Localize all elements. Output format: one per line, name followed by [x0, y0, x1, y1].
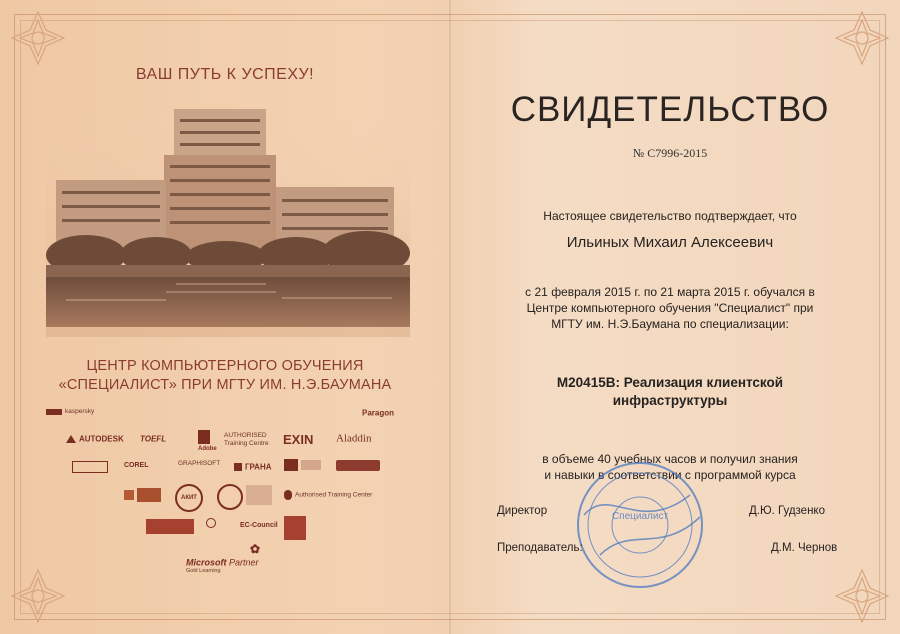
course-title: M20415B: Реализация клиентской инфраструктуры [556, 375, 784, 408]
logo-ec-council: EC-Council [240, 522, 278, 529]
center-name-line-2: «СПЕЦИАЛИСТ» ПРИ МГТУ ИМ. Н.Э.БАУМАНА [58, 377, 392, 393]
teacher-name: Д.М. Чернов [771, 542, 838, 554]
center-name-line-1: ЦЕНТР КОМПЬЮТЕРНОГО ОБУЧЕНИЯ [86, 358, 364, 374]
study-period: с 21 февраля 2015 г. по 21 марта 2015 г. обучался в Центре компьютерного обучения "Специалист" при МГТУ им. Н.Э.Баумана по специализации: [525, 285, 815, 331]
slogan: ВАШ ПУТЬ К УСПЕХУ! [135, 66, 315, 83]
student-full-name: Ильиных Михаил Алексеевич [566, 234, 774, 251]
logo-autodesk: AUTODESK [66, 434, 124, 443]
corner-ornament-bottom-left [8, 566, 68, 626]
logo-google [246, 485, 275, 505]
logo-apple-atc: Authorised Training Center [284, 490, 372, 500]
certificate-number: № С7996-2015 [632, 146, 708, 160]
logo-kaspersky: kaspersky [46, 408, 94, 415]
director-name: Д.Ю. Гудзенко [749, 505, 825, 517]
logo-aladdin: Aladdin [336, 432, 372, 445]
official-stamp [570, 455, 710, 595]
teacher-label: Преподаватель: [497, 542, 583, 554]
logo-adobe: Adobe [198, 430, 213, 444]
logo-akit: АКИТ [175, 484, 206, 512]
logo-orange-box [124, 488, 164, 502]
confirmation-text: Настоящее свидетельство подтверждает, что [543, 209, 797, 223]
training-center-name [40, 357, 410, 395]
logo-toefl: TOEFL [140, 434, 167, 444]
logo-pmi [284, 459, 324, 471]
stamp-text: Специалист [611, 511, 669, 522]
logo-corel: COREL [124, 462, 149, 469]
certificate-title: СВИДЕТЕЛЬСТВО [510, 90, 830, 129]
university-building-photo [46, 105, 410, 337]
logo-star: ✿ [250, 542, 261, 556]
corner-ornament-bottom-right [832, 566, 892, 626]
logo-ic [206, 518, 219, 528]
logo-circle-l [217, 484, 246, 510]
logo-red-square [284, 516, 309, 540]
logo-grana: ГРАНА [234, 462, 272, 471]
logo-paragon: Paragon [362, 408, 395, 418]
corner-ornament-top-left [8, 8, 68, 68]
course-volume-text: в объеме 40 учебных часов и получил знания и навыки в соответствии с программой курса [542, 452, 798, 482]
logo-graphisoft: GRAPHISOFT [178, 460, 221, 467]
logo-microsoft-partner: Microsoft Partner Gold Learning [186, 557, 259, 574]
corner-ornament-top-right [832, 8, 892, 68]
logo-exin: EXIN [283, 432, 314, 448]
logo-red-center [146, 519, 197, 534]
logo-sp [72, 461, 111, 473]
logo-red-badge [336, 460, 383, 471]
logo-adobe-authorised: AUTHORISED Training Centre [224, 432, 269, 447]
director-label: Директор [497, 505, 548, 517]
